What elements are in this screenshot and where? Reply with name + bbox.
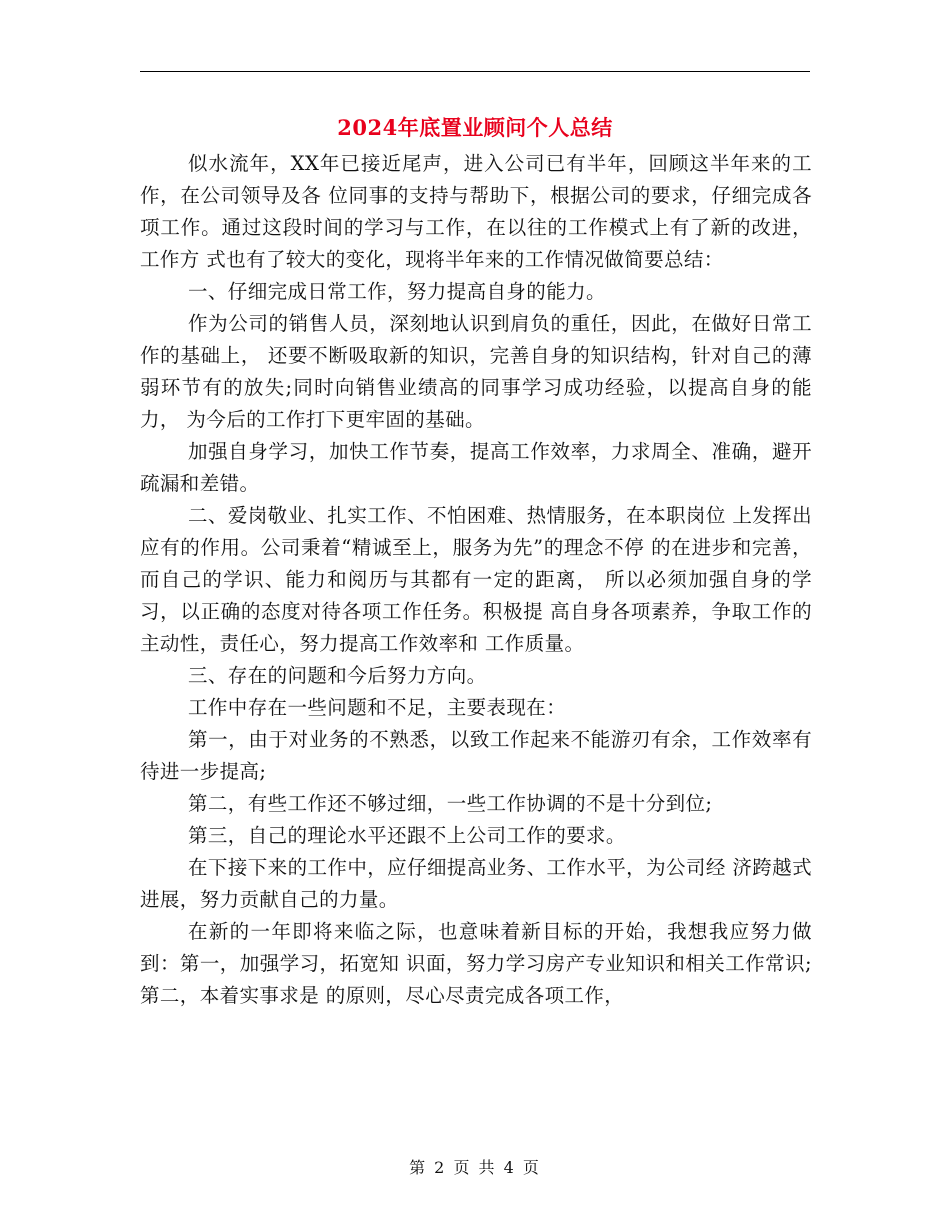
paragraph: 作为公司的销售人员，深刻地认识到肩负的重任，因此，在做好日常工作的基础上， 还要不断吸取新的知识，完善自身的知识结构，针对自己的薄弱环节有的放失;同时向销售业绩高的同事学习成功经验，以提高自身的能 力， 为今后的工作打下更牢固的基础。 [140,312,812,431]
document-body [140,148,812,1012]
paragraph: 加强自身学习，加快工作节奏，提高工作效率，力求周全、准确，避开疏漏和差错。 [140,440,812,495]
paragraph: 第二，有些工作还不够过细，一些工作协调的不是十分到位; [188,792,713,815]
paragraph-heading-3: 三、存在的问题和今后努力方向。 [188,664,487,687]
paragraph: 第一，由于对业务的不熟悉，以致工作起来不能游刃有余，工作效率有待进一步提高; [140,728,812,783]
paragraph: 工作中存在一些问题和不足，主要表现在： [188,696,567,719]
document-title: 2024年底置业顾问个人总结 [337,115,613,140]
paragraph-heading-1: 一、仔细完成日常工作，努力提高自身的能力。 [188,280,606,303]
paragraph: 在新的一年即将来临之际，也意味着新目标的开始，我想我应努力做到：第一，加强学习，拓宽知 识面，努力学习房产专业知识和相关工作常识;第二，本着实事求是 的原则，尽心尽责完成各项工作， [140,920,812,1007]
paragraph: 第三，自己的理论水平还跟不上公司工作的要求。 [188,824,626,847]
header-rule [140,71,810,72]
paragraph: 在下接下来的工作中，应仔细提高业务、工作水平，为公司经 济跨越式进展，努力贡献自己的力量。 [140,856,812,911]
paragraph-intro: 似水流年，XX年已接近尾声，进入公司已有半年，回顾这半年来的工作，在公司领导及各 位同事的支持与帮助下，根据公司的要求，仔细完成各项工作。通过这段时间的学习与工作，在以往的工作模式上有了新的改进，工作方 式也有了较大的变化，现将半年来的工作情况做简要总结： [140,152,812,271]
page-number-footer: 第 2 页 共 4 页 [409,1158,541,1177]
paragraph-heading-2: 二、爱岗敬业、扎实工作、不怕困难、热情服务，在本职岗位 上发挥出应有的作用。公司秉着“精诚至上，服务为先”的理念不停 的在进步和完善，而自己的学识、能力和阅历与其都有一定的距离， 所以必须加强自身的学习，以正确的态度对待各项工作任务。积极提 高自身各项素养，争取工作的主动性，责任心，努力提高工作效率和 工作质量。 [140,504,812,655]
